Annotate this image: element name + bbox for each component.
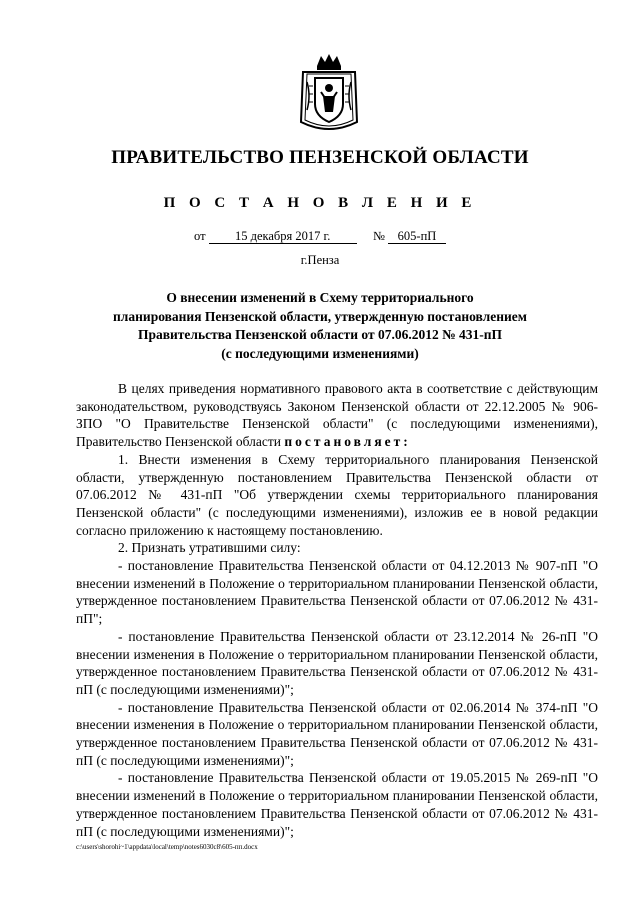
sub-item-3: - постановление Правительства Пензенской области от 02.06.2014 № 374-пП "О внесении изменения в Положение о территориальном планировании Пензенской области, утвержденное постановлением Правительства Пензенской области от 07.06.2012 № 431-пП (с последующими изменениями)"; [76,699,598,768]
document-body [76,380,598,840]
title-line: (с последующими изменениями) [221,345,419,361]
date-prefix: от [194,229,206,243]
sub-item-2: - постановление Правительства Пензенской области от 23.12.2014 № 26-пП "О внесении изменения в Положение о территориальном планировании Пензенской области, утвержденное постановлением Правительства Пензенской области от 07.06.2012 № 431-пП (с последующими изменениями)"; [76,628,598,697]
document-type: П О С Т А Н О В Л Е Н И Е [163,195,477,211]
sub-item-1: - постановление Правительства Пензенской области от 04.12.2013 № 907-пП "О внесении изменений в Положение о территориальном планировании Пензенской области, утвержденное постановлением Правительства Пензенской области от 07.06.2012 № 431-пП"; [76,558,598,627]
government-name: ПРАВИТЕЛЬСТВО ПЕНЗЕНСКОЙ ОБЛАСТИ [111,147,529,168]
date-number-line [0,229,640,244]
item-1: 1. Внести изменения в Схему территориального планирования Пензенской области, утвержденную постановлением Правительства Пензенской области от 07.06.2012 № 431-пП "Об утверждении схемы территориального планирования Пензенской области" (с последующими изменениями), изложив ее в новой редакции согласно приложению к настоящему постановлению. [76,451,598,538]
coat-of-arms-icon [297,52,361,132]
title-line: планирования Пензенской области, утвержденную постановлением [113,308,527,324]
city: г.Пенза [300,253,340,267]
document-title [90,289,550,363]
sub-item-4: - постановление Правительства Пензенской области от 19.05.2015 № 269-пП "О внесении изменений в Положение о территориальном планировании Пензенской области, утвержденное постановлением Правительства Пензенской области от 07.06.2012 № 431-пП (с последующими изменениями)"; [76,770,598,839]
file-path: c:\users\shorohi~1\appdata\local\temp\notes6030c8\605-пп.docx [76,843,258,851]
document-number: 605-пП [388,229,446,244]
document-date: 15 декабря 2017 г. [209,229,357,244]
intro-text: В целях приведения нормативного правового акта в соответствие с действующим законодательством, руководствуясь Законом Пензенской области от 22.12.2005 № 906-ЗПО "О Правительстве Пензенской области" (с последующими изменениями), Правительство Пензенской области [76,381,598,450]
item-2: 2. Признать утратившими силу: [118,540,301,556]
number-prefix: № [372,229,385,243]
title-line: Правительства Пензенской области от 07.06.2012 № 431-пП [137,327,503,342]
resolves-word: постановляет: [284,434,411,450]
title-line: О внесении изменений в Схему территориального [166,290,474,305]
intro-paragraph [76,380,598,451]
